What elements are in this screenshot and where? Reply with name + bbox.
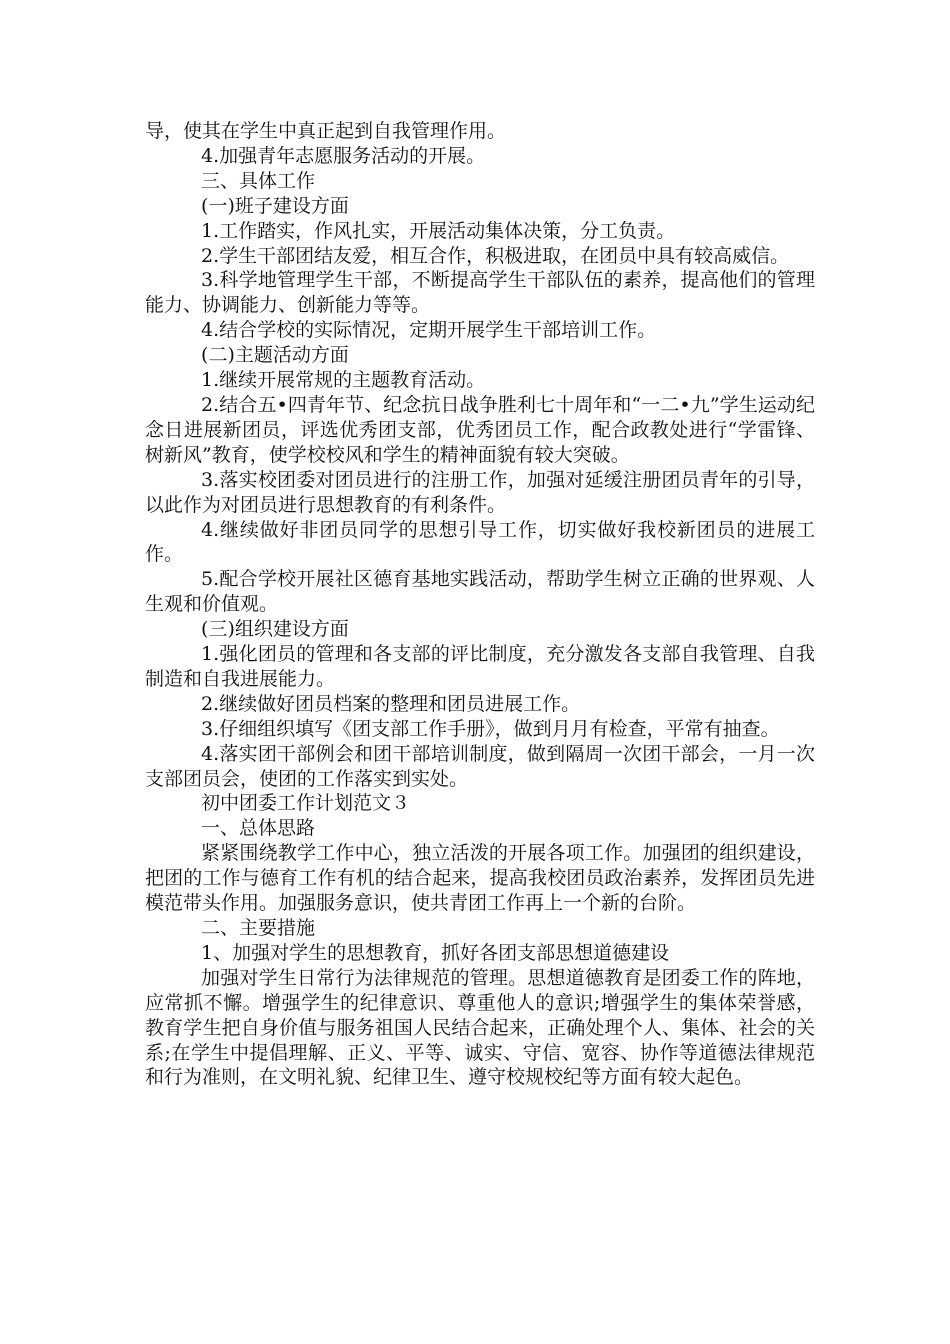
paragraph: 4.加强青年志愿服务活动的开展。 (201, 144, 486, 167)
paragraph: 4.继续做好非团员同学的思想引导工作，切实做好我校新团员的进展工作。 (145, 518, 815, 566)
paragraph: 3.落实校团委对团员进行的注册工作，加强对延缓注册团员青年的引导，以此作为对团员进行思想教育的有利条件。 (145, 468, 815, 516)
paragraph: 3.科学地管理学生干部，不断提高学生干部队伍的素养，提高他们的管理能力、协调能力、创新能力等等。 (145, 269, 815, 317)
paragraph: 5.配合学校开展社区德育基地实践活动，帮助学生树立正确的世界观、人生观和价值观。 (145, 568, 815, 616)
paragraph: 1.工作踏实，作风扎实，开展活动集体决策，分工负责。 (201, 219, 676, 242)
paragraph: 1.继续开展常规的主题教育活动。 (201, 369, 486, 392)
paragraph: 导，使其在学生中真正起到自我管理作用。 (145, 120, 507, 142)
paragraph: 紧紧围绕教学工作中心，独立活泼的开展各项工作。加强团的组织建设，把团的工作与德育工作有机的结合起来，提高我校团员政治素养，发挥团员先进模范带头作用。加强服务意识，使共青团工作再上一个新的台阶。 (145, 842, 815, 915)
document-body (145, 119, 815, 1090)
paragraph: 3.仔细组织填写《团支部工作手册》，做到月月有检查，平常有抽查。 (201, 717, 780, 740)
paragraph: 1.强化团员的管理和各支部的评比制度，充分激发各支部自我管理、自我制造和自我进展能力。 (145, 643, 815, 690)
paragraph: 2.学生干部团结友爱，相互合作，积极进取，在团员中具有较高威信。 (201, 244, 790, 267)
paragraph: 加强对学生日常行为法律规范的管理。思想道德教育是团委工作的阵地，应常抓不懈。增强学生的纪律意识、尊重他人的意识;增强学生的集体荣誉感，教育学生把自身价值与服务祖国人民结合起来，正确处理个人、集体、社会的关系;在学生中提倡理解、正义、平等、诚实、守信、宽容、协作等道德法律规范和行为准则，在文明礼貌、纪律卫生、遵守校规校纪等方面有较大起色。 (145, 966, 815, 1089)
subsection-heading: (二)主题活动方面 (201, 344, 349, 367)
document-title: 初中团委工作计划范文３ (201, 792, 411, 815)
subsection-heading: (一)班子建设方面 (201, 194, 349, 217)
paragraph: 4.落实团干部例会和团干部培训制度，做到隔周一次团干部会，一月一次支部团员会，使团的工作落实到实处。 (145, 742, 815, 790)
subsection-heading: 1、加强对学生的思想教育，抓好各团支部思想道德建设 (201, 941, 670, 964)
subsection-heading: (三)组织建设方面 (201, 618, 349, 641)
paragraph: 2.继续做好团员档案的整理和团员进展工作。 (201, 692, 581, 715)
section-heading: 三、具体工作 (201, 169, 316, 192)
paragraph: 2.结合五•四青年节、纪念抗日战争胜利七十周年和“一二•九”学生运动纪念日进展新团员，评选优秀团支部，优秀团员工作，配合政教处进行“学雷锋、树新风”教育，使学校校风和学生的精神面貌有较大突破。 (145, 393, 815, 466)
section-heading: 一、总体思路 (201, 817, 316, 840)
section-heading: 二、主要措施 (201, 917, 316, 939)
paragraph: 4.结合学校的实际情况，定期开展学生干部培训工作。 (201, 319, 657, 342)
